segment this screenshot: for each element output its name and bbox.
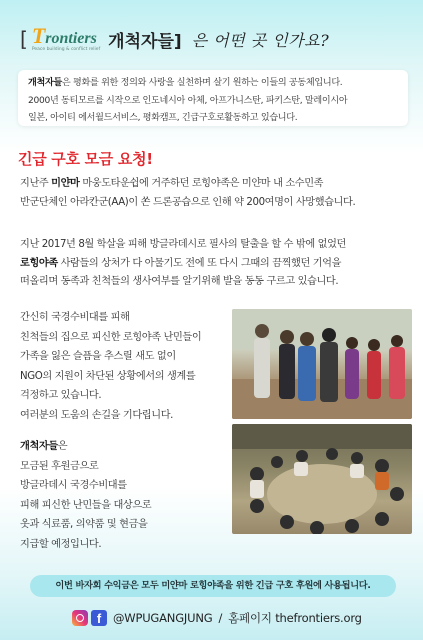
side2-line-1-text: 은 [57,441,68,452]
refugee-circle-illustration [232,424,412,534]
logo-t: T [31,23,46,49]
separator: / [218,611,223,625]
homepage-link[interactable]: 홈페이지 thefrontiers.org [228,611,362,625]
paragraph-1 [20,175,412,212]
side1-line-4: NGO의 지원이 차단된 상황에서의 생계를 [20,370,196,382]
side2-line-5: 옷과 식료품, 의약품 및 현금을 [20,519,148,531]
side1-line-5: 걱정하고 있습니다. [20,390,102,402]
urgent-title: 긴급 구호 모금 요청! [18,150,153,168]
side2-line-1 [20,437,228,457]
para2-bold: 로힝야족 [20,257,58,269]
side2-bold: 개척자들 [20,441,58,452]
social-handle[interactable]: @WPUGANGJUNG [113,611,213,625]
refugee-group-illustration [232,309,412,419]
para1-bold: 미얀마 [51,178,80,189]
side2-line-6: 지급할 예정입니다. [20,538,102,550]
para1-line-1 [20,175,412,194]
side1-line-6: 여러분의 도움의 손길을 기다립니다. [20,409,173,421]
side1-line-1: 간신히 국경수비대를 피해 [20,312,130,323]
para2-line-2-text: 사람들의 상처가 다 아물기도 전에 또 다시 그때의 끔찍했던 기억을 [57,257,342,269]
para2-line-1: 지난 2017년 8월 학살을 피해 방글라데시로 필사의 탈출을 할 수 밖에 없었던 [20,239,346,250]
handwritten-question: 은 어떤 곳 인가요? [191,30,330,50]
logo-wordmark [32,25,100,47]
intro-box [18,70,408,126]
side2-line-3: 방글라데시 국경수비대를 [20,480,127,492]
page-title: 개척자들] [108,31,182,52]
bracket-open: [ [20,27,28,51]
social-bar [72,608,362,628]
facebook-icon[interactable]: f [91,610,107,626]
intro-line-2: 2000년 동티모르를 시작으로 인도네시아 아체, 아프가니스탄, 파키스탄, 말레이시아 [28,95,348,106]
refugee-group-photo [232,309,412,419]
side1-line-3: 가족을 잃은 슬픔을 추스릴 새도 없이 [20,351,176,363]
intro-line-1-text: 은 평화를 위한 정의와 사랑을 실천하며 살기 원하는 이들의 공동체입니다. [61,78,343,88]
refugee-circle-photo [232,424,412,534]
intro-bold: 개척자들 [28,78,62,88]
frontiers-logo [32,25,100,53]
side1-line-2: 친척들의 집으로 피신한 로힝야족 난민들이 [20,331,202,343]
para2-line-3: 떠올리며 동족과 친척들의 생사여부를 알기위해 발을 동동 구르고 있습니다. [20,276,339,288]
side-text-2 [20,437,228,555]
logo-subtitle: Peace building & conflict relief [31,47,101,53]
para1-line-2: 반군단체인 아라칸군(AA)이 쏜 드론공습으로 인해 약 200여명이 사망했습니다. [20,196,356,208]
para1-a: 지난주 [20,178,52,189]
side-text-1 [20,308,228,426]
header [20,22,413,56]
instagram-icon[interactable] [72,610,88,626]
side2-line-2: 모금된 후원금으로 [20,460,99,472]
intro-line-3: 일본, 아이티 에서월드서비스, 평화캠프, 긴급구호로활동하고 있습니다. [28,113,298,123]
para1-c: 마웅도타운쉽에 거주하던 로힝야족은 미얀마 내 소수민족 [79,178,324,189]
para2-line-2 [20,255,412,274]
footer-notice: 이번 바자회 수익금은 모두 미얀마 로힝야족을 위한 긴급 구호 후원에 사용됩니다. [30,575,396,597]
intro-line-1 [28,75,398,93]
logo-text: rontiers [45,30,97,48]
side2-line-4: 피해 피신한 난민들을 대상으로 [20,499,152,511]
paragraph-2 [20,236,412,292]
